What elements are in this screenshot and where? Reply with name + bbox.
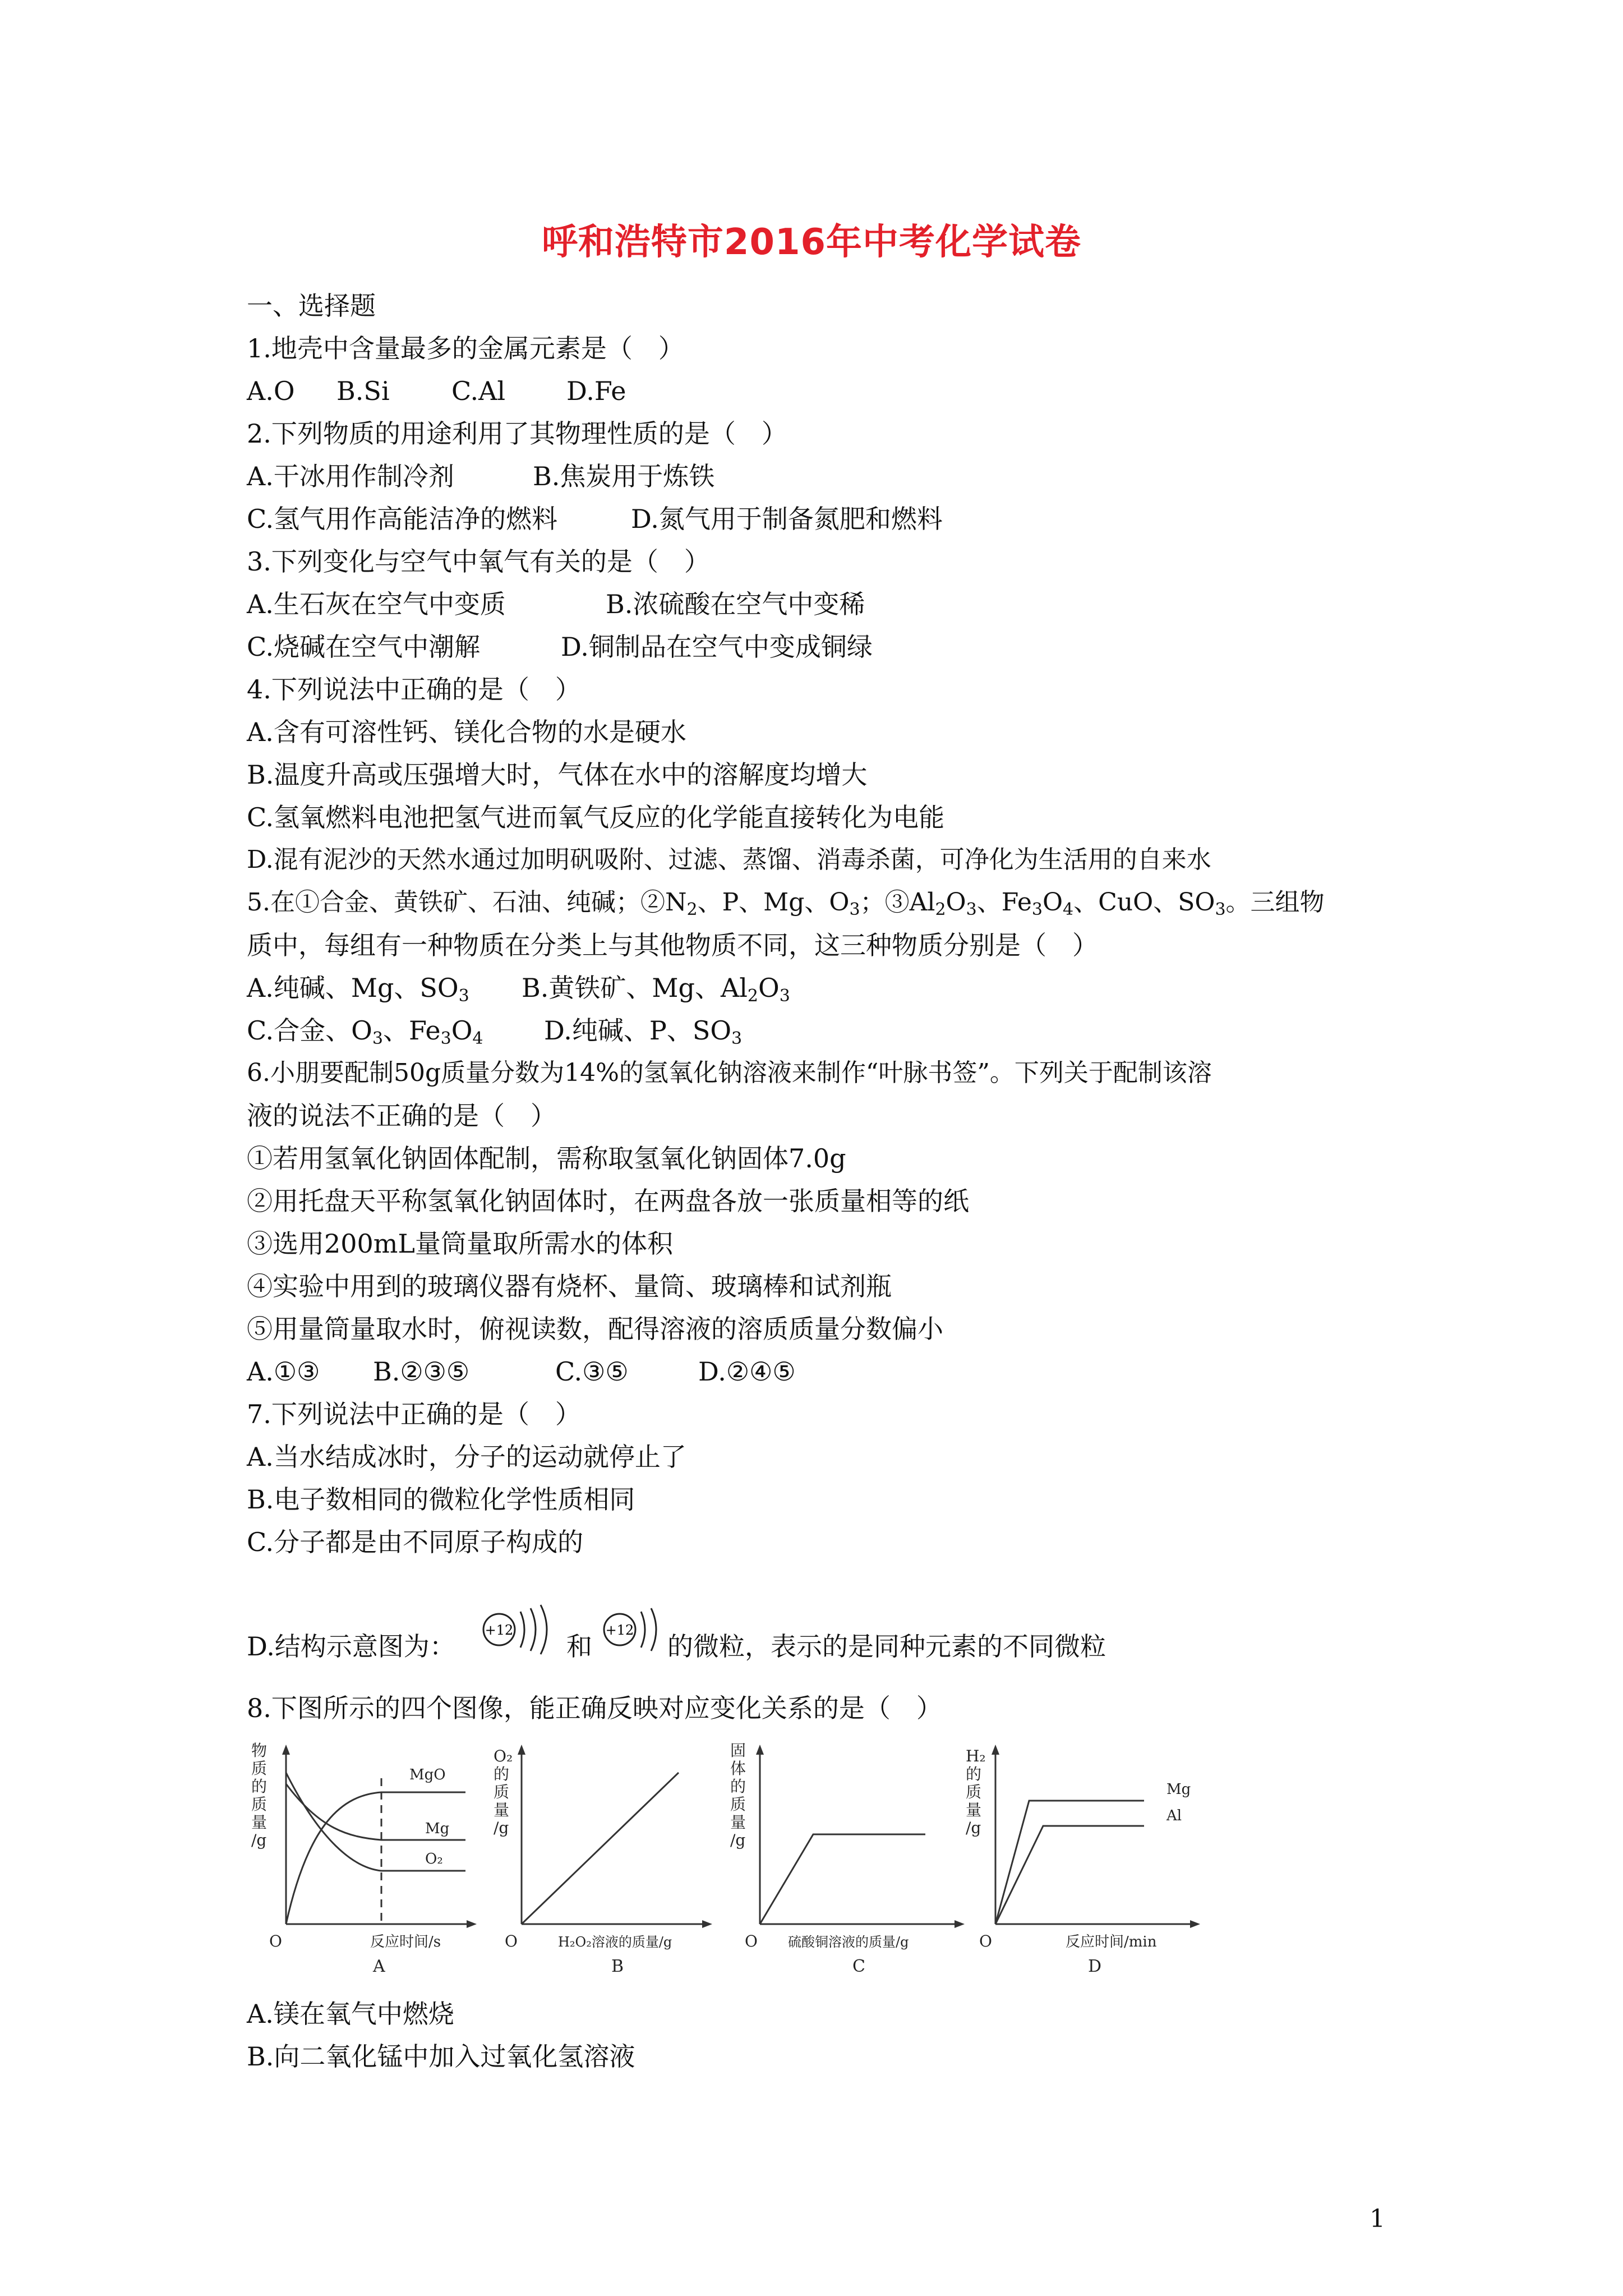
graph-c-letter: C (852, 1957, 865, 1975)
svg-text:量: 量 (966, 1801, 982, 1819)
graph-c-line (760, 1834, 925, 1924)
graph-a-label-o2: O₂ (425, 1851, 443, 1867)
svg-text:/g: /g (251, 1831, 267, 1849)
svg-text:的: 的 (251, 1777, 268, 1796)
svg-text:质: 质 (966, 1783, 982, 1801)
q2-options-row2 (247, 502, 943, 536)
q5-options-row2 (247, 1014, 742, 1056)
q2-options-row1 (247, 459, 714, 493)
svg-text:体: 体 (730, 1759, 746, 1778)
svg-text:质: 质 (251, 1795, 268, 1814)
svg-text:/g: /g (494, 1819, 509, 1837)
q5-stem-line2: 质中，每组有一种物质在分类上与其他物质不同，这三种物质分别是（ ） (247, 930, 1098, 960)
q4-option-d: D.混有泥沙的天然水通过加明矾吸附、过滤、蒸馏、消毒杀菌，可净化为生活用的自来水 (247, 845, 1211, 874)
atom-structure-diagram-2 (597, 1602, 670, 1663)
q6-statement-1: ①若用氢氧化钠固体配制，需称取氢氧化钠固体7.0g (247, 1143, 846, 1174)
q7-option-d-suffix: 的微粒，表示的是同种元素的不同微粒 (667, 1631, 1106, 1662)
q3-options-row2 (247, 630, 873, 664)
graph-a-letter: A (373, 1957, 385, 1975)
q6-statement-3: ③选用200mL量筒量取所需水的体积 (247, 1228, 673, 1259)
svg-text:质: 质 (494, 1783, 510, 1801)
svg-text:的: 的 (730, 1777, 746, 1796)
graph-c-xlabel: 硫酸铜溶液的质量/g (788, 1934, 909, 1950)
q8-graph-panel (247, 1739, 1200, 1975)
graph-b-origin: O (505, 1932, 518, 1950)
q5-option-c: C.合金、$O_3$、$Fe_3O_4$ (247, 1015, 483, 1048)
q6-statement-2: ②用托盘天平称氢氧化钠固体时，在两盘各放一张质量相等的纸 (247, 1186, 969, 1216)
q8-stem: 8.下图所示的四个图像，能正确反映对应变化关系的是（ ） (247, 1693, 942, 1723)
q4-stem: 4.下列说法中正确的是（ ） (247, 674, 581, 705)
page-number: 1 (1370, 2205, 1385, 2233)
q7-option-c: C.分子都是由不同原子构成的 (247, 1527, 584, 1557)
svg-text:质: 质 (251, 1759, 268, 1778)
q6-option-d: D.②④⑤ (698, 1356, 796, 1387)
graph-d-label-mg: Mg (1166, 1781, 1191, 1798)
q5-option-a: A.纯碱、Mg、$SO_3$ (247, 973, 469, 1006)
q6-option-b: B.②③⑤ (373, 1356, 470, 1387)
graph-d-xlabel: 反应时间/min (1066, 1934, 1157, 1950)
svg-text:量: 量 (494, 1801, 510, 1819)
q3-option-b: B.浓硫酸在空气中变稀 (606, 589, 865, 619)
q5-options-row1 (247, 971, 790, 1013)
q7-stem: 7.下列说法中正确的是（ ） (247, 1399, 581, 1429)
q6-stem-line2: 液的说法不正确的是（ ） (247, 1101, 556, 1131)
q6-options (247, 1355, 796, 1388)
q3-option-a: A.生石灰在空气中变质 (247, 589, 506, 619)
svg-text:/g: /g (966, 1819, 981, 1837)
q7-option-b: B.电子数相同的微粒化学性质相同 (247, 1484, 635, 1515)
q6-stem-line1: 6.小朋要配制50g质量分数为14%的氢氧化钠溶液来制作“叶脉书签”。下列关于配制该溶 (247, 1059, 1212, 1087)
q6-statement-5: ⑤用量筒量取水时，俯视读数，配得溶液的溶质质量分数偏小 (247, 1314, 943, 1344)
q3-stem: 3.下列变化与空气中氧气有关的是（ ） (247, 546, 710, 577)
q4-option-a: A.含有可溶性钙、镁化合物的水是硬水 (247, 717, 686, 747)
graph-b-line (522, 1773, 679, 1924)
section-heading: 一、选择题 (247, 291, 376, 321)
svg-text:的: 的 (966, 1765, 982, 1783)
q2-stem: 2.下列物质的用途利用了其物理性质的是（ ） (247, 418, 787, 449)
q2-option-b: B.焦炭用于炼铁 (533, 461, 715, 491)
q1-options (247, 374, 626, 408)
graph-a-curves (286, 1773, 465, 1924)
q2-option-d: D.氮气用于制备氮肥和燃料 (631, 504, 943, 534)
atom-structure-diagram-1 (477, 1602, 555, 1663)
graph-d-ylabel (966, 1747, 986, 1837)
q1-option-c: C.Al (451, 376, 506, 406)
svg-text:+12: +12 (485, 1622, 514, 1638)
graph-b-letter: B (611, 1957, 624, 1975)
q1-stem: 1.地壳中含量最多的金属元素是（ ） (247, 333, 684, 364)
q8-option-b: B.向二氧化锰中加入过氧化氢溶液 (247, 2041, 635, 2072)
page-title: 呼和浩特市2016年中考化学试卷 (541, 222, 1082, 263)
q3-option-d: D.铜制品在空气中变成铜绿 (561, 632, 873, 662)
graph-d-mg-line (995, 1801, 1144, 1924)
q4-option-c: C.氢氧燃料电池把氢气进而氧气反应的化学能直接转化为电能 (247, 802, 945, 832)
svg-text:O₂: O₂ (494, 1747, 513, 1765)
svg-text:固: 固 (730, 1741, 746, 1760)
q4-option-b: B.温度升高或压强增大时，气体在水中的溶解度均增大 (247, 760, 868, 790)
svg-text:物: 物 (251, 1741, 268, 1760)
svg-text:的: 的 (494, 1765, 510, 1783)
q6-option-a: A.①③ (247, 1356, 320, 1387)
svg-text:/g: /g (730, 1831, 746, 1849)
graph-a-label-mg: Mg (425, 1820, 450, 1837)
q6-option-c: C.③⑤ (555, 1356, 629, 1387)
q2-option-a: A.干冰用作制冷剂 (247, 461, 454, 491)
q1-option-d: D.Fe (566, 376, 626, 406)
q5-option-b: B.黄铁矿、Mg、$Al_2O_3$ (522, 973, 790, 1006)
graph-d-letter: D (1088, 1957, 1102, 1975)
q5-stem-line1: 5.在①合金、黄铁矿、石油、纯碱；$②N_2$、P、Mg、$O_3$；$③Al_2O_3$、$Fe_3O_4$、CuO、$SO_3$。三组物 (247, 888, 1325, 919)
q3-options-row1 (247, 587, 865, 621)
graph-c-ylabel (730, 1741, 746, 1849)
q3-option-c: C.烧碱在空气中潮解 (247, 632, 481, 662)
graph-b-xlabel: H₂O₂溶液的质量/g (558, 1934, 672, 1950)
graph-a-xlabel: 反应时间/s (370, 1934, 441, 1950)
q6-statement-4: ④实验中用到的玻璃仪器有烧杯、量筒、玻璃棒和试剂瓶 (247, 1271, 892, 1301)
svg-text:量: 量 (251, 1813, 268, 1832)
q7-option-d-prefix: D.结构示意图为： (247, 1631, 455, 1662)
graph-d-label-al: Al (1166, 1807, 1182, 1824)
svg-text:H₂: H₂ (966, 1747, 986, 1765)
graph-b-ylabel (494, 1747, 513, 1837)
q7-option-d-and: 和 (566, 1631, 592, 1662)
q1-option-a: A.O (247, 376, 295, 406)
graph-a-label-mgo: MgO (409, 1766, 446, 1783)
graph-c-origin: O (745, 1932, 758, 1950)
q2-option-c: C.氢气用作高能洁净的燃料 (247, 504, 558, 534)
graph-a-ylabel (251, 1741, 267, 1849)
svg-text:量: 量 (730, 1813, 746, 1832)
q8-option-a: A.镁在氧气中燃烧 (247, 1999, 454, 2029)
q7-option-a: A.当水结成冰时，分子的运动就停止了 (247, 1442, 686, 1472)
q8-graphs (247, 1739, 1200, 1977)
q1-option-b: B.Si (336, 376, 390, 406)
svg-text:+12: +12 (605, 1622, 634, 1638)
graph-d-origin: O (979, 1932, 992, 1950)
svg-text:质: 质 (730, 1795, 746, 1814)
graph-a-origin: O (269, 1932, 282, 1950)
q5-option-d: D.纯碱、P、$SO_3$ (544, 1015, 743, 1048)
